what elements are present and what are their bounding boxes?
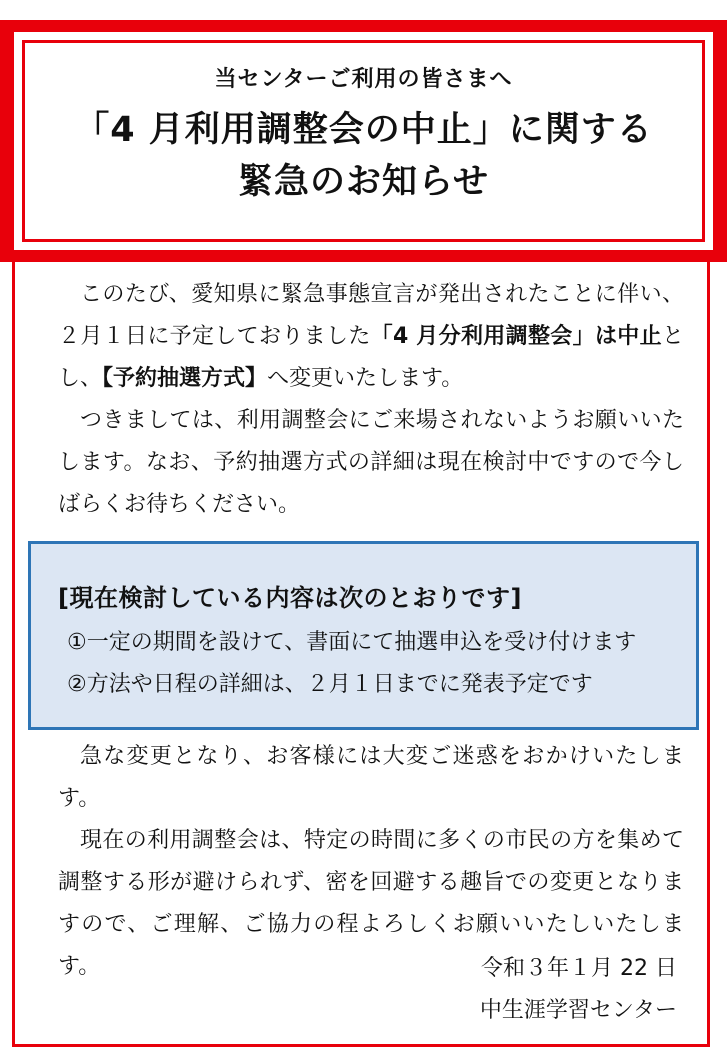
consideration-box xyxy=(28,541,699,730)
cancelled-event-label: 「4 月分利用調整会」は中止 xyxy=(370,324,662,349)
intro-paragraphs xyxy=(58,274,684,526)
intro-paragraph-2: つきましては、利用調整会にご来場されないようお願いいたします。なお、予約抽選方式の詳細は現在検討中ですので今しばらくお待ちください。 xyxy=(58,408,684,517)
consideration-heading: [現在検討している内容は次のとおりです] xyxy=(58,584,522,612)
signature-block xyxy=(480,948,677,1032)
closing-paragraph-2: 現在の利用調整会は、特定の時間に多くの市民の方を集めて調整する形が避けられず、密を回避する趣旨での変更となりますので、ご理解、ご協力の程よろしくお願いいたしいたします。 xyxy=(58,828,684,979)
intro-text-b: とし、 xyxy=(58,324,684,391)
consideration-item-2: ②方法や日程の詳細は、２月１日までに発表予定です xyxy=(67,672,593,697)
intro-text-a: このたび、愛知県に緊急事態宣言が発出されたことに伴い、２月１日に予定しておりました xyxy=(58,282,684,349)
notice-title-line-2: 緊急のお知らせ xyxy=(238,162,489,202)
intro-text-c: へ変更いたします。 xyxy=(267,366,464,391)
intro-paragraph-1 xyxy=(58,274,684,400)
audience-line: 当センターご利用の皆さまへ xyxy=(214,67,513,92)
notice-title xyxy=(14,104,713,208)
notice-title-line-1: 「4 月利用調整会の中止」に関する xyxy=(74,110,653,150)
new-method-label: 【予約抽選方式】 xyxy=(102,366,268,391)
issuing-organization: 中生涯学習センター xyxy=(479,998,677,1023)
notice-date: 令和３年１月 22 日 xyxy=(481,956,677,981)
header-box xyxy=(14,32,713,250)
consideration-list xyxy=(67,622,636,706)
closing-paragraph-1: 急な変更となり、お客様には大変ご迷惑をおかけいたします。 xyxy=(58,744,684,811)
consideration-item-1: ①一定の期間を設けて、書面にて抽選申込を受け付けます xyxy=(67,630,637,655)
